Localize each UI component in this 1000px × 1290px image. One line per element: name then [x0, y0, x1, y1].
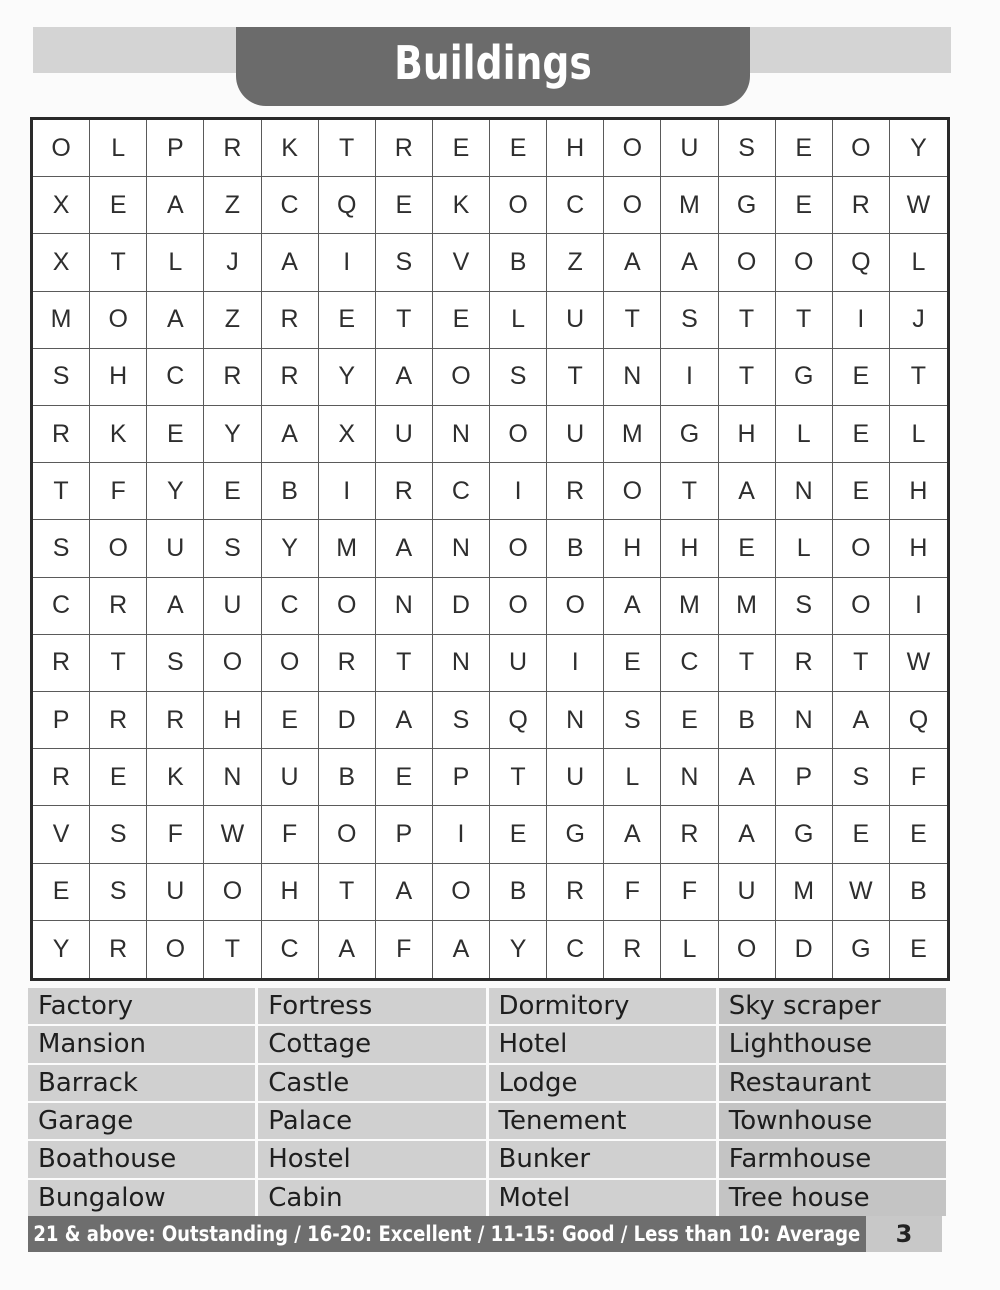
grid-cell[interactable]: O — [776, 234, 833, 291]
grid-cell[interactable]: E — [490, 120, 547, 177]
word-list-item: Lodge — [489, 1065, 716, 1101]
grid-cell[interactable]: A — [147, 292, 204, 349]
grid-cell[interactable]: E — [33, 864, 90, 921]
grid-cell[interactable]: E — [833, 349, 890, 406]
grid-cell[interactable]: V — [33, 806, 90, 863]
grid-cell[interactable]: B — [719, 692, 776, 749]
grid-cell[interactable]: P — [433, 749, 490, 806]
grid-cell[interactable]: A — [833, 692, 890, 749]
word-list-item: Bunker — [489, 1141, 716, 1177]
grid-cell[interactable]: P — [147, 120, 204, 177]
grid-cell[interactable]: G — [776, 349, 833, 406]
grid-cell[interactable]: S — [833, 749, 890, 806]
grid-cell[interactable]: L — [490, 292, 547, 349]
word-list-item: Restaurant — [719, 1065, 946, 1101]
grid-cell[interactable]: J — [204, 234, 261, 291]
word-list-item: Fortress — [258, 988, 485, 1024]
grid-cell[interactable]: L — [90, 120, 147, 177]
grid-cell[interactable]: T — [90, 234, 147, 291]
grid-cell[interactable]: T — [547, 349, 604, 406]
grid-cell[interactable]: N — [661, 749, 718, 806]
grid-cell[interactable]: O — [547, 578, 604, 635]
grid-cell[interactable]: O — [433, 349, 490, 406]
word-list — [28, 988, 946, 1216]
grid-cell[interactable]: N — [204, 749, 261, 806]
grid-cell[interactable]: O — [490, 520, 547, 577]
word-list-item: Bungalow — [28, 1180, 255, 1216]
grid-cell[interactable]: O — [490, 578, 547, 635]
grid-cell[interactable]: W — [890, 177, 947, 234]
grid-cell[interactable]: M — [604, 406, 661, 463]
grid-cell[interactable]: E — [376, 177, 433, 234]
grid-cell[interactable]: T — [90, 635, 147, 692]
grid-cell[interactable]: T — [319, 120, 376, 177]
grid-cell[interactable]: S — [376, 234, 433, 291]
grid-cell[interactable]: L — [890, 406, 947, 463]
grid-cell[interactable]: P — [376, 806, 433, 863]
grid-cell[interactable]: B — [547, 520, 604, 577]
grid-cell[interactable]: O — [33, 120, 90, 177]
grid-cell[interactable]: D — [319, 692, 376, 749]
grid-cell[interactable]: S — [204, 520, 261, 577]
grid-cell[interactable]: N — [604, 349, 661, 406]
grid-cell[interactable]: H — [890, 520, 947, 577]
grid-cell[interactable]: G — [547, 806, 604, 863]
grid-cell[interactable]: E — [319, 292, 376, 349]
grid-cell[interactable]: S — [33, 520, 90, 577]
grid-cell[interactable]: J — [890, 292, 947, 349]
grid-cell[interactable]: U — [262, 749, 319, 806]
grid-cell[interactable]: N — [776, 463, 833, 520]
grid-cell[interactable]: W — [890, 635, 947, 692]
grid-cell[interactable]: M — [319, 520, 376, 577]
word-list-item: Barrack — [28, 1065, 255, 1101]
grid-cell[interactable]: H — [204, 692, 261, 749]
grid-cell[interactable]: E — [90, 749, 147, 806]
grid-cell[interactable]: R — [262, 292, 319, 349]
grid-cell[interactable]: E — [433, 120, 490, 177]
grid-cell[interactable]: O — [90, 292, 147, 349]
grid-cell[interactable]: C — [262, 177, 319, 234]
grid-cell[interactable]: U — [547, 406, 604, 463]
grid-cell[interactable]: E — [776, 177, 833, 234]
grid-cell[interactable]: U — [547, 749, 604, 806]
grid-cell[interactable]: E — [604, 635, 661, 692]
grid-cell[interactable]: Z — [204, 177, 261, 234]
grid-cell[interactable]: O — [604, 177, 661, 234]
grid-cell[interactable]: A — [719, 749, 776, 806]
grid-cell[interactable]: O — [490, 177, 547, 234]
word-list-item: Sky scraper — [719, 988, 946, 1024]
grid-cell[interactable]: O — [719, 921, 776, 978]
grid-cell[interactable]: L — [776, 520, 833, 577]
grid-cell[interactable]: F — [376, 921, 433, 978]
grid-cell[interactable]: U — [147, 520, 204, 577]
grid-cell[interactable]: H — [547, 120, 604, 177]
grid-cell[interactable]: S — [661, 292, 718, 349]
grid-cell[interactable]: R — [547, 463, 604, 520]
grid-cell[interactable]: Q — [833, 234, 890, 291]
grid-cell[interactable]: C — [547, 921, 604, 978]
grid-cell[interactable]: T — [890, 349, 947, 406]
grid-cell[interactable]: E — [661, 692, 718, 749]
grid-cell[interactable]: T — [376, 635, 433, 692]
grid-cell[interactable]: L — [890, 234, 947, 291]
grid-cell[interactable]: O — [719, 234, 776, 291]
word-list-item: Castle — [258, 1065, 485, 1101]
grid-cell[interactable]: H — [719, 406, 776, 463]
word-list-item: Dormitory — [489, 988, 716, 1024]
grid-cell[interactable]: F — [661, 864, 718, 921]
grid-cell[interactable]: T — [833, 635, 890, 692]
grid-cell[interactable]: T — [376, 292, 433, 349]
grid-cell[interactable]: U — [547, 292, 604, 349]
word-list-item: Tree house — [719, 1180, 946, 1216]
letter-grid — [30, 117, 950, 981]
grid-cell[interactable]: N — [433, 635, 490, 692]
grid-cell[interactable]: G — [776, 806, 833, 863]
grid-cell[interactable]: R — [33, 749, 90, 806]
grid-cell[interactable]: G — [719, 177, 776, 234]
grid-cell[interactable]: S — [776, 578, 833, 635]
grid-cell[interactable]: S — [604, 692, 661, 749]
grid-cell[interactable]: E — [204, 463, 261, 520]
grid-cell[interactable]: S — [90, 806, 147, 863]
grid-cell[interactable]: T — [204, 921, 261, 978]
grid-cell[interactable]: H — [90, 349, 147, 406]
grid-cell[interactable]: T — [776, 292, 833, 349]
grid-cell[interactable]: Y — [490, 921, 547, 978]
grid-cell[interactable]: B — [490, 864, 547, 921]
grid-cell[interactable]: Y — [33, 921, 90, 978]
grid-cell[interactable]: U — [661, 120, 718, 177]
grid-cell[interactable]: Y — [319, 349, 376, 406]
word-list-item: Lighthouse — [719, 1026, 946, 1062]
grid-cell[interactable]: R — [33, 406, 90, 463]
grid-cell[interactable]: A — [661, 234, 718, 291]
grid-cell[interactable]: O — [833, 120, 890, 177]
grid-cell[interactable]: A — [604, 806, 661, 863]
grid-cell[interactable]: I — [319, 234, 376, 291]
grid-cell[interactable]: O — [262, 635, 319, 692]
grid-cell[interactable]: O — [604, 120, 661, 177]
grid-cell[interactable]: U — [490, 635, 547, 692]
grid-cell[interactable]: S — [147, 635, 204, 692]
grid-cell[interactable]: H — [890, 463, 947, 520]
grid-cell[interactable]: F — [890, 749, 947, 806]
grid-cell[interactable]: R — [90, 578, 147, 635]
grid-cell[interactable]: O — [90, 520, 147, 577]
grid-cell[interactable]: T — [719, 635, 776, 692]
grid-cell[interactable]: I — [490, 463, 547, 520]
grid-cell[interactable]: N — [547, 692, 604, 749]
word-list-item: Cottage — [258, 1026, 485, 1062]
grid-cell[interactable]: Y — [262, 520, 319, 577]
grid-cell[interactable]: S — [33, 349, 90, 406]
grid-cell[interactable]: B — [319, 749, 376, 806]
grid-cell[interactable]: S — [433, 692, 490, 749]
grid-cell[interactable]: O — [490, 406, 547, 463]
word-list-item: Mansion — [28, 1026, 255, 1062]
grid-cell[interactable]: A — [262, 234, 319, 291]
word-list-item: Garage — [28, 1103, 255, 1139]
word-list-item: Hotel — [489, 1026, 716, 1062]
grid-cell[interactable]: O — [147, 921, 204, 978]
grid-cell[interactable]: E — [833, 406, 890, 463]
grid-cell[interactable]: P — [33, 692, 90, 749]
grid-cell[interactable]: Q — [319, 177, 376, 234]
grid-cell[interactable]: N — [776, 692, 833, 749]
grid-cell[interactable]: C — [262, 578, 319, 635]
grid-cell[interactable]: A — [433, 921, 490, 978]
grid-cell[interactable]: T — [661, 463, 718, 520]
grid-cell[interactable]: O — [204, 635, 261, 692]
grid-cell[interactable]: F — [147, 806, 204, 863]
grid-cell[interactable]: E — [833, 806, 890, 863]
grid-cell[interactable]: O — [204, 864, 261, 921]
page-number: 3 — [866, 1216, 942, 1252]
grid-cell[interactable]: K — [147, 749, 204, 806]
grid-cell[interactable]: K — [90, 406, 147, 463]
grid-cell[interactable]: Q — [890, 692, 947, 749]
grid-cell[interactable]: U — [376, 406, 433, 463]
grid-cell[interactable]: Q — [490, 692, 547, 749]
grid-cell[interactable]: D — [776, 921, 833, 978]
grid-cell[interactable]: T — [33, 463, 90, 520]
grid-cell[interactable]: T — [719, 349, 776, 406]
grid-cell[interactable]: A — [262, 406, 319, 463]
grid-cell[interactable]: A — [376, 349, 433, 406]
grid-cell[interactable]: O — [433, 864, 490, 921]
grid-cell[interactable]: R — [776, 635, 833, 692]
grid-cell[interactable]: E — [90, 177, 147, 234]
grid-cell[interactable]: L — [776, 406, 833, 463]
grid-cell[interactable]: G — [833, 921, 890, 978]
grid-cell[interactable]: M — [661, 578, 718, 635]
grid-cell[interactable]: R — [661, 806, 718, 863]
grid-cell[interactable]: X — [319, 406, 376, 463]
grid-cell[interactable]: O — [319, 806, 376, 863]
grid-cell[interactable]: R — [376, 120, 433, 177]
word-list-item: Palace — [258, 1103, 485, 1139]
grid-cell[interactable]: Y — [890, 120, 947, 177]
grid-cell[interactable]: M — [776, 864, 833, 921]
word-list-item: Cabin — [258, 1180, 485, 1216]
grid-cell[interactable]: R — [204, 349, 261, 406]
word-list-item: Motel — [489, 1180, 716, 1216]
grid-cell[interactable]: V — [433, 234, 490, 291]
grid-cell[interactable]: R — [833, 177, 890, 234]
grid-cell[interactable]: A — [376, 864, 433, 921]
grid-cell[interactable]: I — [661, 349, 718, 406]
grid-cell[interactable]: H — [262, 864, 319, 921]
word-list-item: Boathouse — [28, 1141, 255, 1177]
grid-cell[interactable]: K — [433, 177, 490, 234]
grid-cell[interactable]: B — [890, 864, 947, 921]
grid-cell[interactable]: T — [604, 292, 661, 349]
word-list-item: Hostel — [258, 1141, 485, 1177]
grid-cell[interactable]: F — [90, 463, 147, 520]
grid-cell[interactable]: C — [661, 635, 718, 692]
grid-cell[interactable]: N — [433, 520, 490, 577]
grid-cell[interactable]: B — [262, 463, 319, 520]
grid-cell[interactable]: E — [262, 692, 319, 749]
grid-cell[interactable]: Y — [204, 406, 261, 463]
grid-cell[interactable]: O — [833, 578, 890, 635]
grid-cell[interactable]: I — [547, 635, 604, 692]
grid-cell[interactable]: C — [147, 349, 204, 406]
grid-cell[interactable]: F — [262, 806, 319, 863]
grid-cell[interactable]: L — [604, 749, 661, 806]
grid-cell[interactable]: R — [604, 921, 661, 978]
grid-cell[interactable]: E — [433, 292, 490, 349]
grid-cell[interactable]: T — [490, 749, 547, 806]
grid-cell[interactable]: X — [33, 177, 90, 234]
grid-cell[interactable]: A — [604, 234, 661, 291]
scoring-text: 21 & above: Outstanding / 16-20: Excellent / 11-15: Good / Less than 10: Average — [33, 1222, 861, 1246]
grid-cell[interactable]: P — [776, 749, 833, 806]
grid-cell[interactable]: D — [433, 578, 490, 635]
grid-cell[interactable]: R — [90, 692, 147, 749]
word-list-item: Farmhouse — [719, 1141, 946, 1177]
grid-cell[interactable]: L — [147, 234, 204, 291]
grid-cell[interactable]: R — [90, 921, 147, 978]
scoring-bar — [28, 1216, 866, 1252]
grid-cell[interactable]: F — [604, 864, 661, 921]
grid-cell[interactable]: R — [204, 120, 261, 177]
grid-cell[interactable]: G — [661, 406, 718, 463]
grid-cell[interactable]: N — [433, 406, 490, 463]
word-list-item: Factory — [28, 988, 255, 1024]
grid-cell[interactable]: R — [147, 692, 204, 749]
grid-cell[interactable]: A — [719, 463, 776, 520]
grid-cell[interactable]: A — [604, 578, 661, 635]
grid-cell[interactable]: T — [719, 292, 776, 349]
grid-cell[interactable]: Z — [547, 234, 604, 291]
grid-cell[interactable]: C — [547, 177, 604, 234]
grid-cell[interactable]: E — [776, 120, 833, 177]
grid-cell[interactable]: C — [262, 921, 319, 978]
grid-cell[interactable]: O — [604, 463, 661, 520]
grid-cell[interactable]: R — [262, 349, 319, 406]
grid-cell[interactable]: I — [833, 292, 890, 349]
grid-cell[interactable]: E — [490, 806, 547, 863]
grid-cell[interactable]: M — [661, 177, 718, 234]
grid-cell[interactable]: E — [147, 406, 204, 463]
grid-cell[interactable]: U — [147, 864, 204, 921]
grid-cell[interactable]: R — [376, 463, 433, 520]
grid-cell[interactable]: Y — [147, 463, 204, 520]
grid-cell[interactable]: I — [433, 806, 490, 863]
grid-cell[interactable]: S — [490, 349, 547, 406]
grid-cell[interactable]: A — [147, 177, 204, 234]
grid-cell[interactable]: W — [833, 864, 890, 921]
page-title: Buildings — [394, 36, 592, 90]
grid-cell[interactable]: O — [833, 520, 890, 577]
grid-cell[interactable]: A — [147, 578, 204, 635]
grid-cell[interactable]: K — [262, 120, 319, 177]
grid-cell[interactable]: U — [204, 578, 261, 635]
grid-cell[interactable]: B — [490, 234, 547, 291]
grid-cell[interactable]: E — [833, 463, 890, 520]
grid-cell[interactable]: A — [376, 692, 433, 749]
grid-cell[interactable]: E — [719, 520, 776, 577]
grid-cell[interactable]: R — [33, 635, 90, 692]
grid-cell[interactable]: R — [547, 864, 604, 921]
word-list-item: Tenement — [489, 1103, 716, 1139]
grid-cell[interactable]: H — [661, 520, 718, 577]
grid-cell[interactable]: M — [719, 578, 776, 635]
grid-cell[interactable]: L — [661, 921, 718, 978]
grid-cell[interactable]: A — [719, 806, 776, 863]
grid-cell[interactable]: R — [319, 635, 376, 692]
grid-cell[interactable]: X — [33, 234, 90, 291]
grid-cell[interactable]: A — [376, 520, 433, 577]
grid-cell[interactable]: H — [604, 520, 661, 577]
grid-cell[interactable]: E — [910, 934, 927, 963]
grid-cell[interactable]: E — [376, 749, 433, 806]
grid-cell[interactable]: M — [33, 292, 90, 349]
grid-cell[interactable]: C — [433, 463, 490, 520]
grid-cell[interactable]: Z — [204, 292, 261, 349]
grid-cell[interactable]: T — [319, 864, 376, 921]
grid-cell[interactable]: W — [204, 806, 261, 863]
grid-cell[interactable]: U — [719, 864, 776, 921]
grid-cell[interactable]: A — [319, 921, 376, 978]
word-list-item: Townhouse — [719, 1103, 946, 1139]
grid-cell[interactable]: O — [319, 578, 376, 635]
grid-cell[interactable]: E — [890, 806, 947, 863]
grid-cell[interactable]: N — [376, 578, 433, 635]
grid-cell[interactable]: C — [33, 578, 90, 635]
grid-cell[interactable]: I — [319, 463, 376, 520]
grid-cell[interactable]: S — [719, 120, 776, 177]
grid-cell[interactable]: I — [890, 578, 947, 635]
grid-cell[interactable]: S — [90, 864, 147, 921]
